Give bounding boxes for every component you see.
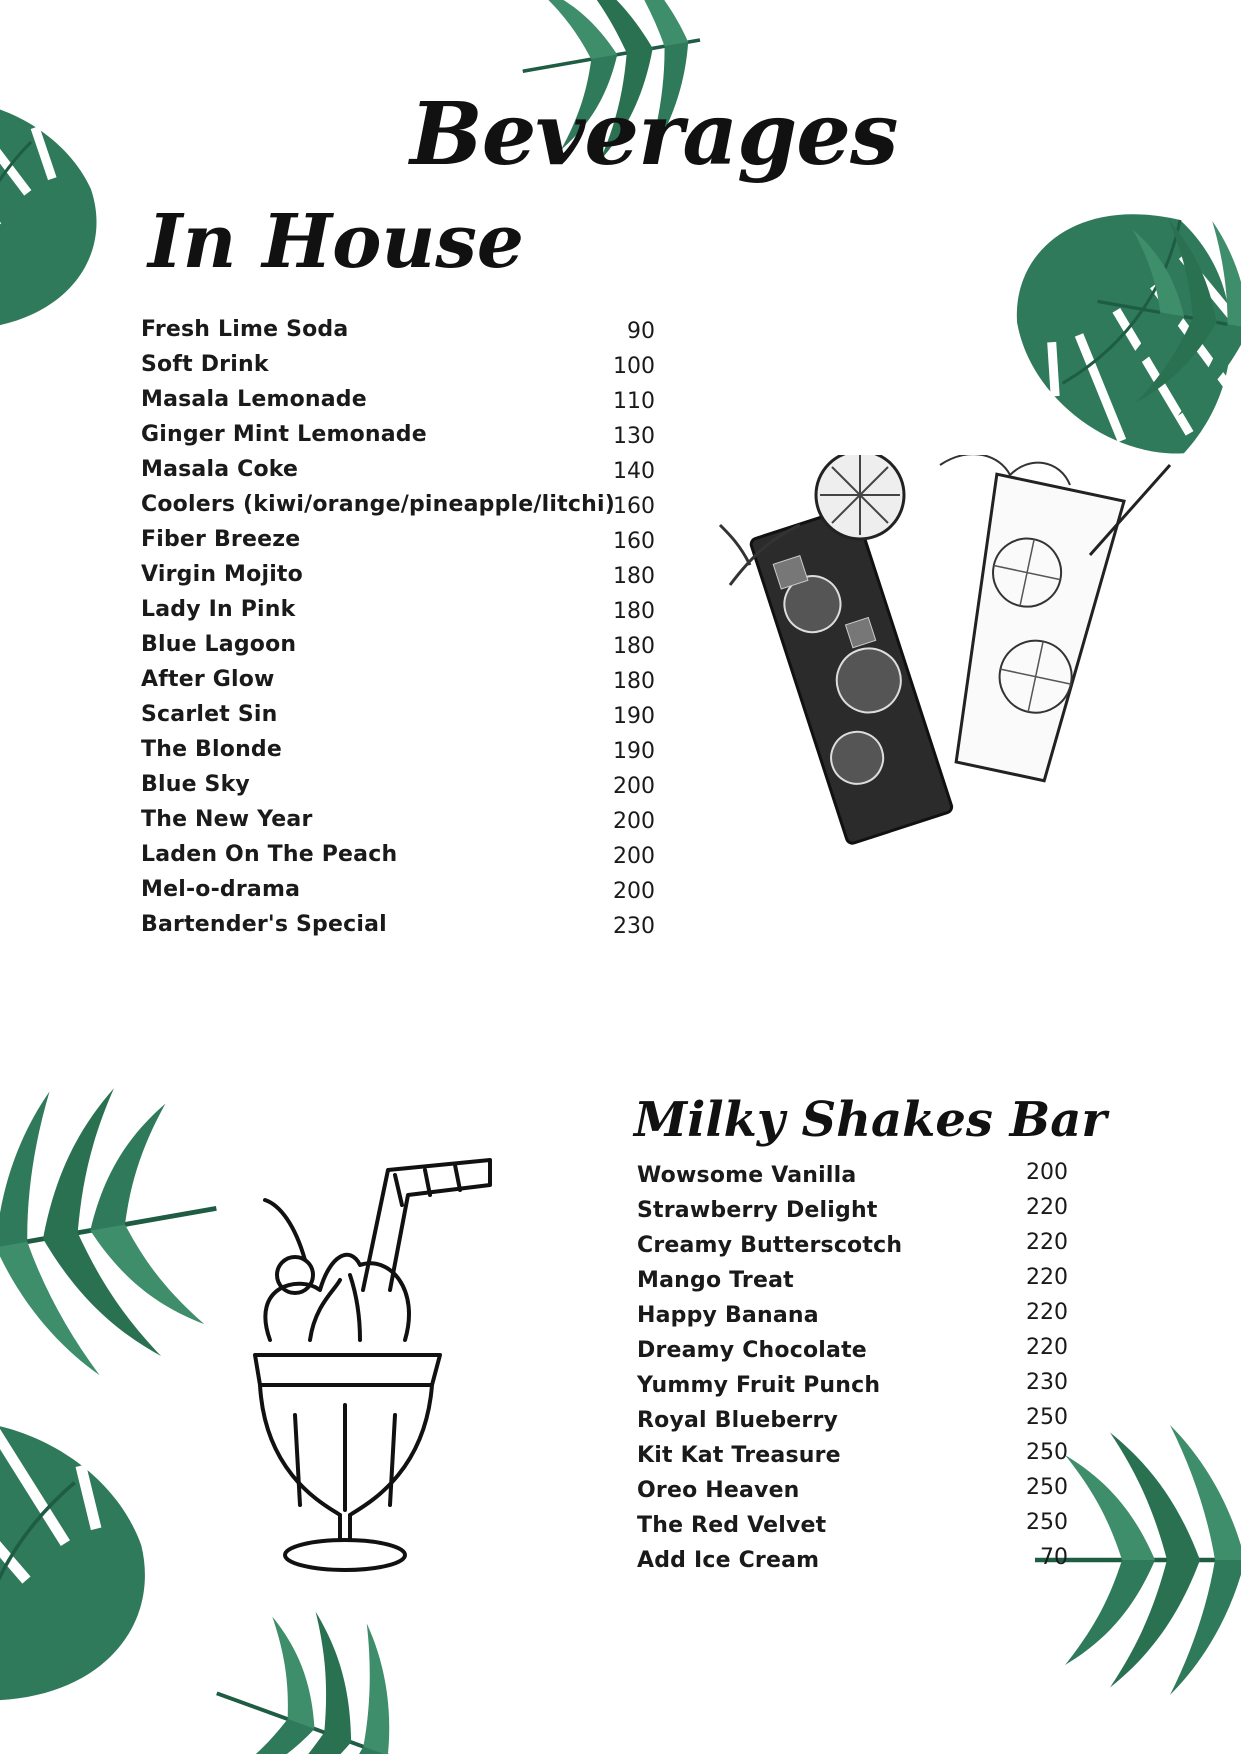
menu-item-name: Laden On The Peach [141, 842, 398, 867]
menu-item [141, 877, 655, 912]
cocktail-glasses-illustration [710, 455, 1180, 845]
menu-item [141, 632, 655, 667]
menu-item-name: The Red Velvet [637, 1513, 827, 1538]
menu-item [141, 527, 655, 562]
menu-item-name: Yummy Fruit Punch [637, 1373, 881, 1398]
menu-item-name: Creamy Butterscotch [637, 1233, 903, 1258]
menu-item-price: 130 [613, 424, 655, 449]
menu-item-name: Add Ice Cream [637, 1548, 820, 1573]
section-heading-milky-shakes: Milky Shakes Bar [634, 1092, 1107, 1148]
menu-item-price: 250 [1026, 1440, 1068, 1465]
menu-item-name: Happy Banana [637, 1303, 819, 1328]
menu-item-name: Oreo Heaven [637, 1478, 800, 1503]
menu-item-name: Masala Coke [141, 457, 299, 482]
menu-item-price: 100 [613, 354, 655, 379]
menu-item-price: 250 [1026, 1405, 1068, 1430]
menu-item [141, 737, 655, 772]
menu-item-price: 250 [1026, 1510, 1068, 1535]
menu-item-price: 220 [1026, 1195, 1068, 1220]
menu-item [637, 1475, 1068, 1513]
menu-item [141, 597, 655, 632]
menu-item-price: 230 [613, 914, 655, 939]
menu-item-price: 180 [613, 669, 655, 694]
section-heading-in-house: In House [148, 199, 524, 285]
menu-item-price: 190 [613, 704, 655, 729]
menu-item-name: After Glow [141, 667, 275, 692]
menu-item [141, 807, 655, 842]
menu-item [141, 772, 655, 807]
in-house-menu-list [141, 317, 655, 947]
menu-item-name: The Blonde [141, 737, 283, 762]
menu-item [141, 562, 655, 597]
menu-item-price: 90 [627, 319, 655, 344]
menu-item [141, 317, 655, 352]
menu-item-name: Mel-o-drama [141, 877, 301, 902]
menu-item-price: 220 [1026, 1265, 1068, 1290]
menu-item-price: 180 [613, 599, 655, 624]
menu-item [141, 667, 655, 702]
menu-item [637, 1440, 1068, 1478]
menu-item [637, 1160, 1068, 1198]
menu-item-name: Bartender's Special [141, 912, 387, 937]
menu-item-name: Scarlet Sin [141, 702, 278, 727]
menu-item-name: Fresh Lime Soda [141, 317, 349, 342]
menu-item [637, 1370, 1068, 1408]
menu-item [637, 1230, 1068, 1268]
menu-item-name: The New Year [141, 807, 313, 832]
menu-item-price: 230 [1026, 1370, 1068, 1395]
menu-item-name: Dreamy Chocolate [637, 1338, 867, 1363]
menu-item [637, 1510, 1068, 1548]
menu-item [141, 842, 655, 877]
menu-item-name: Virgin Mojito [141, 562, 303, 587]
menu-item [141, 912, 655, 947]
menu-item-name: Wowsome Vanilla [637, 1163, 857, 1188]
menu-item-price: 160 [613, 494, 655, 519]
menu-item-price: 70 [1040, 1545, 1068, 1570]
menu-item-price: 200 [613, 879, 655, 904]
menu-item-name: Coolers (kiwi/orange/pineapple/litchi) [141, 492, 615, 517]
menu-item [637, 1335, 1068, 1373]
menu-item-price: 180 [613, 564, 655, 589]
menu-item-price: 200 [1026, 1160, 1068, 1185]
menu-item [141, 492, 655, 527]
menu-item-name: Royal Blueberry [637, 1408, 839, 1433]
menu-item-price: 110 [613, 389, 655, 414]
milky-shakes-menu-list [637, 1160, 1068, 1583]
menu-item-name: Blue Sky [141, 772, 250, 797]
menu-item [141, 702, 655, 737]
menu-item [141, 457, 655, 492]
menu-item-price: 190 [613, 739, 655, 764]
menu-item [637, 1195, 1068, 1233]
menu-item-price: 140 [613, 459, 655, 484]
menu-item [637, 1405, 1068, 1443]
menu-item-price: 200 [613, 809, 655, 834]
menu-item [637, 1300, 1068, 1338]
menu-item-price: 220 [1026, 1335, 1068, 1360]
menu-item-name: Ginger Mint Lemonade [141, 422, 427, 447]
menu-item [141, 352, 655, 387]
menu-item-price: 180 [613, 634, 655, 659]
menu-item-price: 220 [1026, 1230, 1068, 1255]
menu-item [141, 422, 655, 457]
menu-item-name: Blue Lagoon [141, 632, 297, 657]
menu-item-name: Soft Drink [141, 352, 269, 377]
menu-item-price: 160 [613, 529, 655, 554]
menu-item [141, 387, 655, 422]
menu-item-price: 250 [1026, 1475, 1068, 1500]
menu-item-name: Kit Kat Treasure [637, 1443, 841, 1468]
menu-item [637, 1545, 1068, 1583]
milkshake-glass-illustration [240, 1115, 510, 1585]
menu-item-name: Mango Treat [637, 1268, 794, 1293]
menu-item-name: Lady In Pink [141, 597, 296, 622]
page-title: Beverages [410, 84, 898, 185]
menu-item-price: 200 [613, 774, 655, 799]
menu-item-name: Masala Lemonade [141, 387, 367, 412]
menu-item-price: 220 [1026, 1300, 1068, 1325]
menu-item-name: Fiber Breeze [141, 527, 301, 552]
menu-item [637, 1265, 1068, 1303]
menu-item-name: Strawberry Delight [637, 1198, 878, 1223]
menu-item-price: 200 [613, 844, 655, 869]
